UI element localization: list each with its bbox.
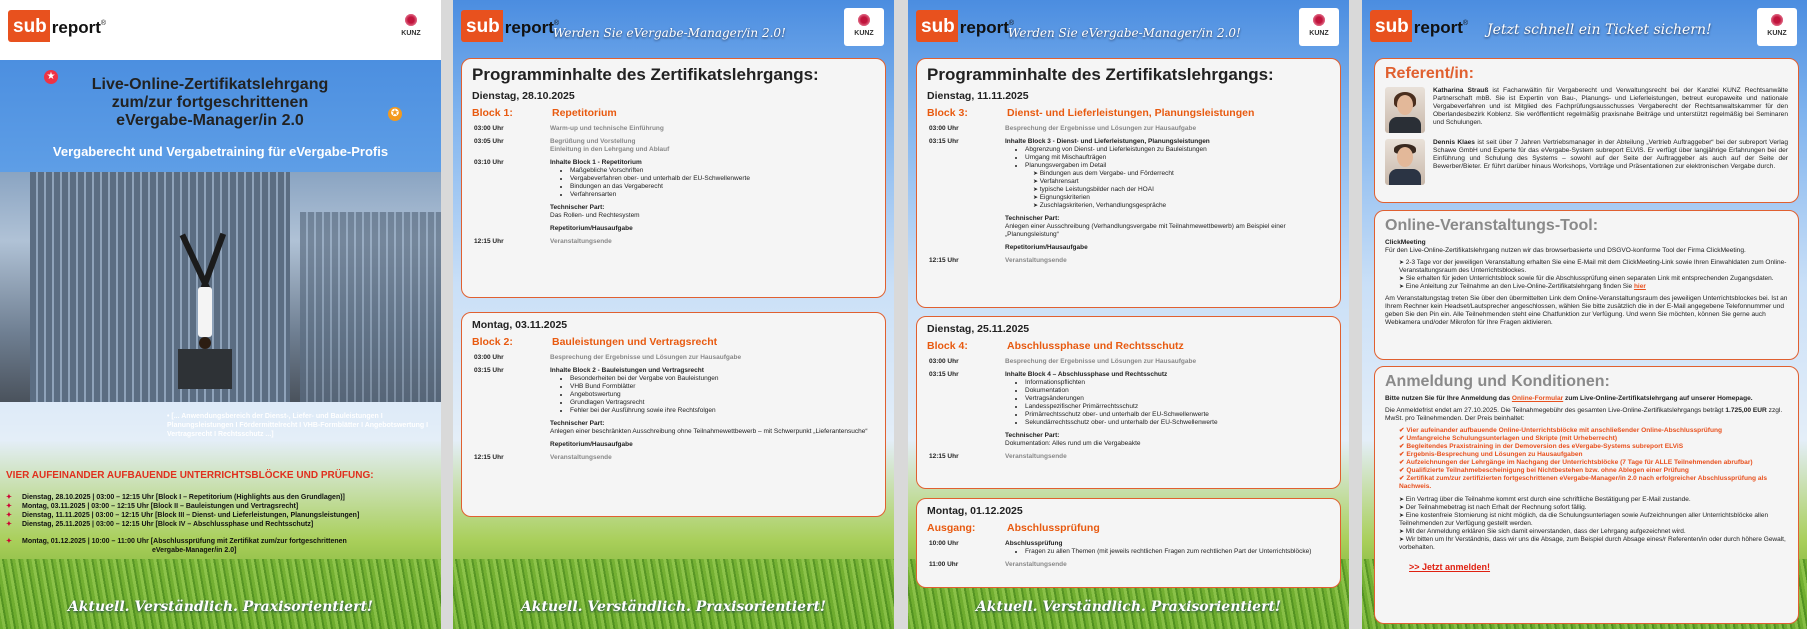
block-title: Abschlussphase und Rechtsschutz — [1007, 340, 1184, 352]
speaker-2 — [1385, 139, 1788, 185]
subtopic-item: ➤ Eignungskriterien — [1033, 194, 1330, 202]
slogan: Aktuell. Verständlich. Praxisorientiert! — [975, 599, 1282, 615]
logo-report: report — [1413, 18, 1463, 37]
photo-handstand-person — [190, 232, 220, 382]
agenda-text: Veranstaltungsende — [1005, 257, 1067, 264]
agenda-row — [927, 540, 1330, 556]
content-heading: Inhalte Block 2 - Bauleistungen und Vertragsrecht — [550, 367, 704, 374]
included-item: ✔ Qualifizierte Teilnahmebescheinigung bei Nichtbestehen bzw. ohne Ablegen einer Prüfung — [1399, 467, 1788, 475]
schedule-item — [6, 493, 436, 502]
calendar-icon: ✦ — [6, 494, 12, 501]
agenda-row — [927, 138, 1330, 252]
agenda-text: Warm-up und technische Einführung — [550, 125, 664, 132]
agenda-row — [927, 257, 1330, 265]
blocks-heading: VIER AUFEINANDER AUFBAUENDE UNTERRICHTSBLÖCKE UND PRÜFUNG: — [6, 470, 374, 481]
agenda-content — [1005, 138, 1330, 252]
calendar-icon: ✦ — [6, 538, 12, 545]
tool-name: ClickMeeting — [1385, 239, 1426, 246]
subtopic-list — [1033, 170, 1330, 210]
speakers-title: Referent/in: — [1385, 65, 1474, 82]
topics-bullet — [167, 412, 437, 439]
schedule-text: eVergabe-Manager/in 2.0] — [152, 547, 237, 554]
tech-text: Anlegen einer beschränkten Ausschreibung ohne Teilnahmewettbewerb – mit Schwerpunkt „Lieferantensuche“ — [550, 428, 868, 435]
agenda-row — [927, 561, 1330, 569]
tagline: Jetzt schnell ein Ticket sichern! — [1487, 22, 1712, 38]
topic-item: • Verfahrensarten — [570, 191, 875, 199]
photo-pedestal — [178, 349, 232, 389]
content-heading: Inhalte Block 3 - Dienst- und Lieferleistungen, Planungsleistungen — [1005, 138, 1210, 145]
subreport-logo — [461, 10, 559, 42]
topics-text: [... Anwendungsbereich der Dienst-, Liefer- und Bauleistungen I Planungsleistungen I Fördermittelrecht I VHB-Formblätter I Angebotswertung I Vertragsrecht I Rechtsschutz ...] — [167, 413, 429, 438]
agenda-content — [1005, 371, 1330, 448]
session-date: Montag, 03.11.2025 — [472, 319, 568, 331]
topic-item: • Besonderheiten bei der Vergabe von Bauleistungen — [570, 375, 875, 383]
subtopic-item: ➤ Verfahrensart — [1033, 178, 1330, 186]
agenda-line: Begrüßung und Vorstellung — [550, 138, 636, 145]
content-heading: Inhalte Block 4 – Abschlussphase und Rechtsschutz — [1005, 371, 1168, 378]
avatar-face — [1397, 95, 1413, 115]
title-line-2: zum/zur fortgeschrittenen — [111, 94, 309, 111]
homework — [1005, 244, 1330, 252]
terms-item: ➤ Ein Vertrag über die Teilnahme kommt erst durch eine schriftliche Bestätigung per E-Mail zustande. — [1399, 496, 1788, 504]
agenda-row — [472, 159, 875, 233]
fee-text: zzgl. MwSt. pro Teilnehmenden. Der Preis beinhaltet: — [1385, 407, 1783, 422]
program-card-block2 — [461, 312, 886, 517]
agenda-row — [927, 125, 1330, 133]
kunz-logo — [1757, 8, 1797, 46]
agenda-time: 03:00 Uhr — [929, 125, 959, 132]
tech-part — [550, 204, 875, 220]
block-label: Block 4: — [927, 340, 968, 352]
block-title: Bauleistungen und Vertragsrecht — [552, 336, 718, 348]
topic-item: • Fragen zu allen Themen (mit jeweils rechtlichen Fragen zum rechtlichen Part der Unterrichtsblöcke) — [1025, 548, 1330, 556]
logo-sub: sub — [8, 10, 50, 42]
registration-card — [1374, 366, 1799, 624]
tool-title: Online-Veranstaltungs-Tool: — [1385, 217, 1599, 234]
block-label: Block 3: — [927, 107, 968, 119]
agenda-content — [1005, 540, 1330, 556]
logo-reg: ® — [1008, 20, 1015, 27]
agenda-time: 12:15 Uhr — [474, 454, 504, 461]
logo-sub: sub — [461, 10, 503, 42]
topic-item: • Dokumentation — [1025, 387, 1330, 395]
agenda-time: 03:05 Uhr — [474, 138, 504, 145]
agenda-time: 10:00 Uhr — [929, 540, 959, 547]
register-now-link[interactable]: >> Jetzt anmelden! — [1409, 562, 1491, 572]
logo-reg: ® — [1462, 20, 1469, 27]
block-heading — [472, 336, 875, 348]
topic-item: • Grundlagen Vertragsrecht — [570, 399, 875, 407]
tool-card — [1374, 210, 1799, 360]
avatar-shirt — [1389, 169, 1421, 185]
agenda-text: Veranstaltungsende — [1005, 561, 1067, 568]
page-subtitle: Vergaberecht und Vergabetraining für eVergabe-Profis — [52, 144, 389, 159]
speaker-name: Dennis Klaes — [1433, 139, 1475, 146]
block-title: Dienst- und Lieferleistungen, Planungsleistungen — [1007, 107, 1255, 119]
logo-report: report — [504, 18, 554, 37]
agenda-text: Veranstaltungsende — [550, 454, 612, 461]
topic-item: • Planungsvergaben im Detail — [1025, 162, 1330, 170]
flyer-page-cover — [0, 0, 441, 629]
topic-item: • Vertragsänderungen — [1025, 395, 1330, 403]
session-date: Montag, 01.12.2025 — [927, 505, 1023, 517]
agenda-time: 11:00 Uhr — [929, 561, 959, 568]
block-title: Abschlussprüfung — [1007, 522, 1100, 534]
topic-item: • VHB Bund Formblätter — [570, 383, 875, 391]
kunz-logo — [844, 8, 884, 46]
registration-fee — [1385, 407, 1788, 423]
agenda-time: 12:15 Uhr — [929, 257, 959, 264]
block-heading — [927, 522, 1330, 534]
tech-text: Anlegen einer Ausschreibung (Verhandlungsvergabe mit Teilnahmewettbewerb) am Beispiel einer „Planungsleistung“ — [1005, 223, 1286, 238]
topic-item: • Primärrechtsschutz ober- und unterhalb der EU-Schwellenwerte — [1025, 411, 1330, 419]
agenda-row — [472, 454, 875, 462]
agenda-time: 03:15 Uhr — [929, 138, 959, 145]
kunz-label: KUNZ — [1309, 30, 1329, 37]
topic-list — [1025, 379, 1330, 427]
schedule-item-exam-cont — [6, 546, 436, 555]
terms-item: ➤ Wir bitten um Ihr Verständnis, dass wir uns die Absage, zum Beispiel durch Absage eines/r Referenten/in oder durch höhere Gewalt, vorbehalten. — [1399, 536, 1788, 552]
grass-background — [0, 559, 441, 629]
program-title: Programminhalte des Zertifikatslehrgangs: — [472, 65, 819, 84]
logo-report: report — [959, 18, 1009, 37]
terms-item: ➤ Mit der Anmeldung erklären Sie sich damit einverstanden, dass der Lehrgang aufgezeichnet wird. — [1399, 528, 1788, 536]
tech-part — [1005, 432, 1330, 448]
flyer-page-program-1 — [453, 0, 894, 629]
topic-item: • Umgang mit Mischaufträgen — [1025, 154, 1330, 162]
session-date: Dienstag, 25.11.2025 — [927, 323, 1030, 335]
cta-wrap — [1385, 557, 1788, 575]
flyer-page-registration — [1362, 0, 1807, 629]
tagline: Werden Sie eVergabe-Manager/in 2.0! — [1008, 26, 1241, 40]
content-heading: Inhalte Block 1 - Repetitorium — [550, 159, 642, 166]
schedule-text: Montag, 01.12.2025 | 10:00 – 11:00 Uhr [Abschlussprüfung mit Zertifikat zum/zur fortgeschrittenen — [22, 538, 347, 545]
agenda-text: Besprechung der Ergebnisse und Lösungen zur Hausaufgabe — [1005, 358, 1197, 365]
agenda-time: 03:10 Uhr — [474, 159, 504, 166]
agenda-time: 03:00 Uhr — [474, 125, 504, 132]
schedule-list — [6, 493, 436, 555]
subreport-logo — [1370, 10, 1468, 42]
tool-step: ➤ Sie erhalten für jeden Unterrichtsblock sowie für die Abschlussprüfung einen separaten Link mit entsprechenden Zugangsdaten. — [1399, 275, 1788, 283]
terms-list — [1399, 496, 1788, 552]
session-date: Dienstag, 28.10.2025 — [472, 90, 575, 102]
cover-photo — [0, 172, 441, 402]
slogan: Aktuell. Verständlich. Praxisorientiert! — [520, 599, 827, 615]
agenda-time: 03:15 Uhr — [929, 371, 959, 378]
program-card-block3 — [916, 58, 1341, 308]
tech-part — [550, 420, 875, 436]
grass-background — [453, 559, 894, 629]
kunz-label: KUNZ — [1767, 30, 1787, 37]
schedule-text: Montag, 03.11.2025 | 03:00 – 12:15 Uhr [Block II – Bauleistungen und Vertragsrecht] — [22, 503, 299, 510]
included-item: ✔ Ergebnis-Besprechung und Lösungen zu Hausaufgaben — [1399, 451, 1788, 459]
kunz-label: KUNZ — [854, 30, 874, 37]
avatar — [1385, 87, 1425, 133]
page-title — [60, 76, 360, 130]
topic-item: • Landesspezifischer Primärrechtsschutz — [1025, 403, 1330, 411]
logo-sub: sub — [1370, 10, 1412, 42]
kunz-logo — [391, 8, 431, 46]
tech-heading: Technischer Part: — [550, 420, 605, 427]
agenda-row — [472, 367, 875, 449]
photo-body — [198, 287, 212, 337]
tool-step-text: Eine Anleitung zur Teilnahme an den Live-Online-Zertifikatslehrgang finden Sie — [1405, 283, 1634, 290]
topic-item: • Vergabeverfahren ober- und unterhalb der EU-Schwellenwerte — [570, 175, 875, 183]
terms-item: ➤ Eine kostenfreie Stornierung ist nicht möglich, da die Schulungsunterlagen sowie Aufzeichnungen aller Unterrichtsblöcke allen Teilnehmenden zur Verfügung gestellt werden. — [1399, 512, 1788, 528]
topic-item: • Informationspflichten — [1025, 379, 1330, 387]
schedule-item — [6, 502, 436, 511]
content-heading: Abschlussprüfung — [1005, 540, 1063, 547]
schedule-text: Dienstag, 28.10.2025 | 03:00 – 12:15 Uhr [Block I – Repetitorium (Highlights aus den Grundlagen)] — [22, 494, 345, 501]
topic-item: • Maßgebliche Vorschriften — [570, 167, 875, 175]
block-label: Block 2: — [472, 336, 513, 348]
schedule-item — [6, 520, 436, 529]
session-date: Dienstag, 11.11.2025 — [927, 90, 1029, 102]
title-line-3: eVergabe-Manager/in 2.0 — [116, 112, 304, 129]
title-line-1: Live-Online-Zertifikatslehrgang — [91, 76, 329, 93]
topic-list — [570, 167, 875, 199]
star-badge-icon: ★ — [44, 70, 58, 84]
speaker-bio — [1433, 139, 1788, 185]
included-item: ✔ Zertifikat zum/zur zertifizierten fortgeschrittenen eVergabe-Manager/in 2.0 nach erfolgreicher Abschlussprüfung als Nachweis. — [1399, 475, 1788, 491]
homework-label: Repetitorium/Hausaufgabe — [550, 225, 633, 232]
kunz-label: KUNZ — [401, 30, 421, 37]
homework — [550, 225, 875, 233]
logo-report: report — [51, 18, 101, 37]
agenda-text — [550, 138, 875, 154]
subtopic-item: ➤ Bindungen aus dem Vergabe- und Förderrecht — [1033, 170, 1330, 178]
photo-building-2 — [300, 212, 441, 402]
topic-item: • Bindungen an das Vergaberecht — [570, 183, 875, 191]
agenda-time: 12:15 Uhr — [929, 453, 959, 460]
included-item: ✔ Begleitendes Praxistraining in der Demoversion des eVergabe-Systems subreport ELViS — [1399, 443, 1788, 451]
agenda-text: Besprechung der Ergebnisse und Lösungen zur Hausaufgabe — [550, 354, 742, 361]
schedule-item — [6, 511, 436, 520]
block-heading — [927, 340, 1330, 352]
award-badge-icon: ✪ — [388, 107, 402, 121]
topic-list — [1025, 548, 1330, 556]
kunz-mark-icon — [1770, 13, 1784, 27]
reg-intro-text: zum Live-Online-Zertifikatslehrgang auf unserer Homepage. — [1563, 395, 1753, 402]
registration-intro — [1385, 395, 1788, 403]
photo-head — [199, 337, 211, 349]
agenda-time: 03:00 Uhr — [929, 358, 959, 365]
calendar-icon: ✦ — [6, 512, 12, 519]
schedule-text: Dienstag, 11.11.2025 | 03:00 – 12:15 Uhr [Block III – Dienst- und Lieferleistungen, Planungsleistungen] — [22, 512, 360, 519]
agenda-row — [927, 453, 1330, 461]
speakers-card — [1374, 58, 1799, 203]
subreport-logo — [8, 10, 106, 42]
included-item: ✔ Aufzeichnungen der Lehrgänge im Nachgang der Unterrichtsblöcke (7 Tage für ALLE Teilnehmenden abrufbar) — [1399, 459, 1788, 467]
block-label: Ausgang: — [927, 522, 976, 534]
agenda-row — [927, 371, 1330, 448]
speaker-bio — [1433, 87, 1788, 133]
tool-step: ➤ 2-3 Tage vor der jeweiligen Veranstaltung erhalten Sie eine E-Mail mit dem ClickMeeting-Link sowie Ihren Einwahldaten zum Online-Veranstaltungsraum des Unterrichtsblockes. — [1399, 259, 1788, 275]
logo-reg: ® — [100, 20, 107, 27]
slogan: Aktuell. Verständlich. Praxisorientiert! — [67, 599, 374, 615]
program-card-block1 — [461, 58, 886, 298]
topic-list — [570, 375, 875, 415]
block-heading — [472, 107, 875, 119]
flyer-page-program-2 — [908, 0, 1349, 629]
fee-amount: 1.725,00 EUR — [1725, 407, 1767, 414]
subtopic-item: ➤ Zuschlagskriterien, Verhandlungsgespräche — [1033, 202, 1330, 210]
kunz-logo — [1299, 8, 1339, 46]
agenda-text: Besprechung der Ergebnisse und Lösungen zur Hausaufgabe — [1005, 125, 1197, 132]
tool-body — [1385, 239, 1788, 327]
agenda-row — [927, 358, 1330, 366]
agenda-row — [472, 238, 875, 246]
guide-link[interactable]: hier — [1633, 283, 1646, 290]
reg-intro-text: Bitte nutzen Sie für Ihre Anmeldung das — [1385, 395, 1512, 402]
calendar-icon: ✦ — [6, 521, 12, 528]
online-form-link[interactable]: Online-Formular — [1511, 395, 1564, 402]
agenda-row — [472, 138, 875, 154]
block-title: Repetitorium — [552, 107, 617, 119]
agenda-text: Veranstaltungsende — [1005, 453, 1067, 460]
kunz-mark-icon — [1312, 13, 1326, 27]
subtopic-item: ➤ typische Leistungsbilder nach der HOAI — [1033, 186, 1330, 194]
tech-heading: Technischer Part: — [550, 204, 605, 211]
terms-item: ➤ Der Teilnahmebetrag ist nach Erhalt der Rechnung sofort fällig. — [1399, 504, 1788, 512]
schedule-text: Dienstag, 25.11.2025 | 03:00 – 12:15 Uhr [Block IV – Abschlussphase und Rechtsschutz] — [22, 521, 314, 528]
spacer — [6, 546, 22, 555]
tool-outro: Am Veranstaltungstag treten Sie über den übermittelten Link dem Online-Veranstaltungsraum des jeweiligen Unterrichtsblockes bei. Ist an Ihrem Rechner kein Headset/Lautsprecher angeschlossen, wählen Sie bitte zusätzlich die in der E-Mail angegebene Telefonnummer und geben Sie den Pin ein. Alle Teilnehmenden steht eine Chatfunktion zur Verfügung. Und wenn Sie möchten, können Sie gerne auch Webkamera und/oder Mikrofon für Ihre Fragen aktivieren. — [1385, 295, 1788, 326]
block-label: Block 1: — [472, 107, 513, 119]
registration-title: Anmeldung und Konditionen: — [1385, 373, 1610, 390]
tech-text: Dokumentation: Alles rund um die Vergabeakte — [1005, 440, 1141, 447]
speaker-name: Katharina Strauß — [1433, 87, 1489, 94]
program-title: Programminhalte des Zertifikatslehrgangs: — [927, 65, 1274, 84]
logo-sub: sub — [916, 10, 958, 42]
block-heading — [927, 107, 1330, 119]
homework — [550, 441, 875, 449]
agenda-row — [472, 354, 875, 362]
topic-item: • Abgrenzung von Dienst- und Lieferleistungen zu Bauleistungen — [1025, 146, 1330, 154]
photo-building — [30, 172, 290, 402]
tech-heading: Technischer Part: — [1005, 432, 1060, 439]
avatar — [1385, 139, 1425, 185]
kunz-mark-icon — [404, 13, 418, 27]
agenda-line: Einleitung in den Lehrgang und Ablauf — [550, 146, 670, 153]
subreport-logo — [916, 10, 1014, 42]
speaker-bio-text: ist Fachanwältin für Vergaberecht und Verwaltungsrecht bei der Kanzlei KUNZ Rechtsanwälte Partnerschaft mbB. Sie ist Expertin von Bau-, Planungs- und Lieferleistungen, betreut europaweite und nationale Vergabeverfahren und ist Mitglied des Fachprüfungsausschusses Vergaberecht der Rechtsanwaltskammer für den Oberlandesbezirk Koblenz. Sie veröffentlicht regelmäßig praxisnahe Beiträge und unterstützt regelmäßig bei Seminaren und Schulungen. — [1433, 87, 1789, 126]
tagline: Werden Sie eVergabe-Manager/in 2.0! — [553, 26, 786, 40]
included-list — [1399, 427, 1788, 491]
avatar-shirt — [1389, 117, 1421, 133]
kunz-mark-icon — [857, 13, 871, 27]
logo-reg: ® — [553, 20, 560, 27]
homework-label: Repetitorium/Hausaufgabe — [550, 441, 633, 448]
calendar-icon: ✦ — [6, 503, 12, 510]
agenda-time: 12:15 Uhr — [474, 238, 504, 245]
tool-intro: Für den Live-Online-Zertifikatslehrgang nutzen wir das browserbasierte und DSGVO-konforme Tool der Firma ClickMeeting. — [1385, 247, 1746, 254]
topic-item: • Sekundärrechtsschutz ober- und unterhalb der EU-Schwellenwerte — [1025, 419, 1330, 427]
tech-heading: Technischer Part: — [1005, 215, 1060, 222]
topic-item: • Fehler bei der Ausführung sowie ihre Rechtsfolgen — [570, 407, 875, 415]
tool-steps — [1399, 259, 1788, 291]
agenda-row — [472, 125, 875, 133]
topic-item: • Angebotswertung — [570, 391, 875, 399]
included-item: ✔ Vier aufeinander aufbauende Online-Unterrichtsblöcke mit anschließender Online-Abschlussprüfung — [1399, 427, 1788, 435]
avatar-face — [1397, 147, 1413, 167]
bullet-icon: • — [167, 413, 172, 420]
homework-label: Repetitorium/Hausaufgabe — [1005, 244, 1088, 251]
speaker-bio-text: ist seit über 7 Jahren Vertriebsmanager in der Abteilung „Vertrieb Auftraggeber“ bei der subreport Verlag Schawe GmbH und Experte für das eVergabe-System subreport ELViS. Er verfügt über langjährige Erfahrungen bei der Einführung und Schulung des Systems – sowohl auf der Seite der Auftraggeber als auch auf der Seite der Bewerber/Bieter. Er führt darüber hinaus Workshops, Vorträge und Präsentationen zur elektronischen Vergabe durch. — [1433, 139, 1788, 170]
program-card-exam — [916, 498, 1341, 588]
agenda-content — [550, 367, 875, 449]
fee-text: Die Anmeldefrist endet am 27.10.2025. Die Teilnahmegebühr des gesamten Live-Online-Zertifikatslehrgangs beträgt — [1385, 407, 1726, 414]
agenda-text: Veranstaltungsende — [550, 238, 612, 245]
schedule-item-exam — [6, 537, 436, 546]
agenda-content — [550, 159, 875, 233]
tech-text: Das Rollen- und Rechtesystem — [550, 212, 640, 219]
agenda-time: 03:15 Uhr — [474, 367, 504, 374]
speaker-1 — [1385, 87, 1788, 133]
agenda-time: 03:00 Uhr — [474, 354, 504, 361]
topic-list — [1025, 146, 1330, 170]
tool-step — [1399, 283, 1788, 291]
included-item: ✔ Umfangreiche Schulungsunterlagen und Skripte (mit Urheberrecht) — [1399, 435, 1788, 443]
tech-part — [1005, 215, 1330, 239]
program-card-block4 — [916, 316, 1341, 489]
